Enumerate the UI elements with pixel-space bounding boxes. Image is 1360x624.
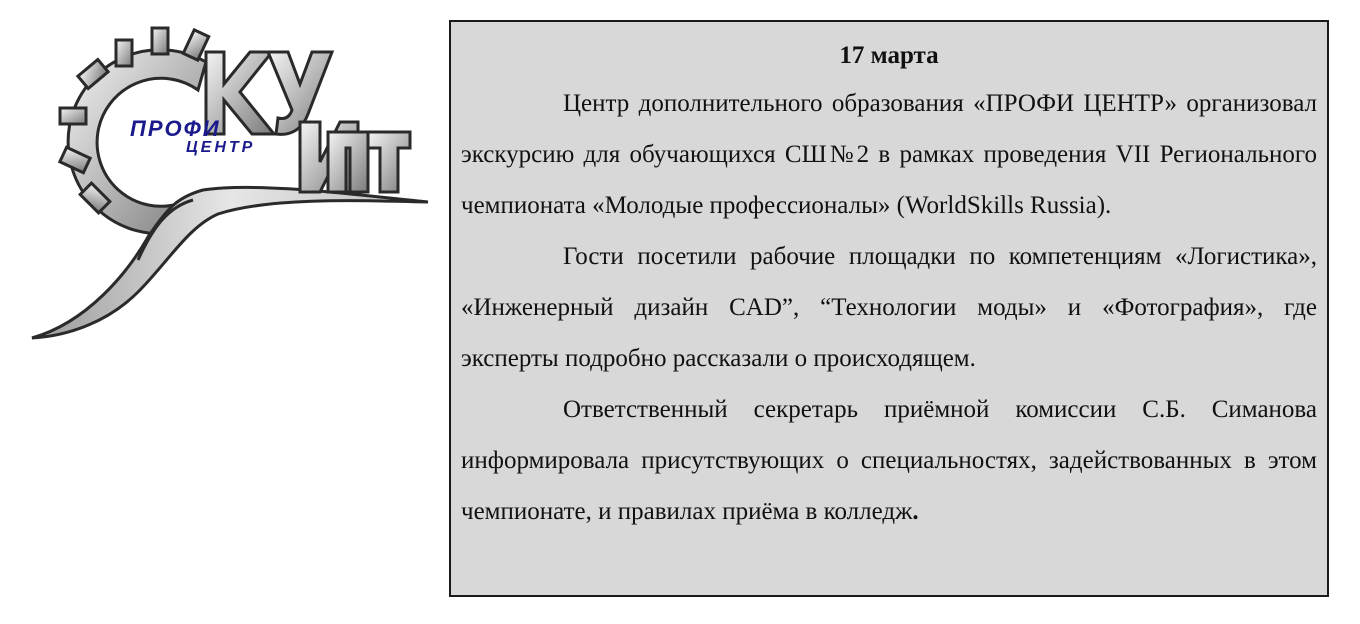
logo-graphic <box>28 22 432 342</box>
news-paragraph-3-text: Ответственный секретарь приёмной комиссии С.Б. Симанова информировала присутствующих о специальностях, задействованных в этом чемпионате, и правилах приёма в колледж <box>461 396 1317 525</box>
logo-text-centr: ЦЕНТР <box>186 139 256 156</box>
news-paragraph-3 <box>461 384 1317 537</box>
news-box <box>449 20 1329 597</box>
logo-swoosh <box>32 187 428 338</box>
news-date: 17 марта <box>839 42 939 69</box>
logo-letters <box>206 52 410 192</box>
news-paragraph-3-dot: . <box>912 498 919 525</box>
logo-text-profi: ПРОФИ <box>130 116 221 141</box>
news-paragraph-1: Центр дополнительного образования «ПРОФИ ЦЕНТР» организовал экскурсию для обучающихся СШ№2 в рамках проведения VII Регионального чемпионата «Молодые профессионалы» (WorldSkills Russia). <box>461 90 1317 219</box>
college-logo <box>28 22 432 342</box>
news-paragraph-2: Гости посетили рабочие площадки по компетенциям «Логистика», «Инженерный дизайн CAD”, “Технологии моды» и «Фотография», где эксперты подробно рассказали о происходящем. <box>461 243 1317 372</box>
